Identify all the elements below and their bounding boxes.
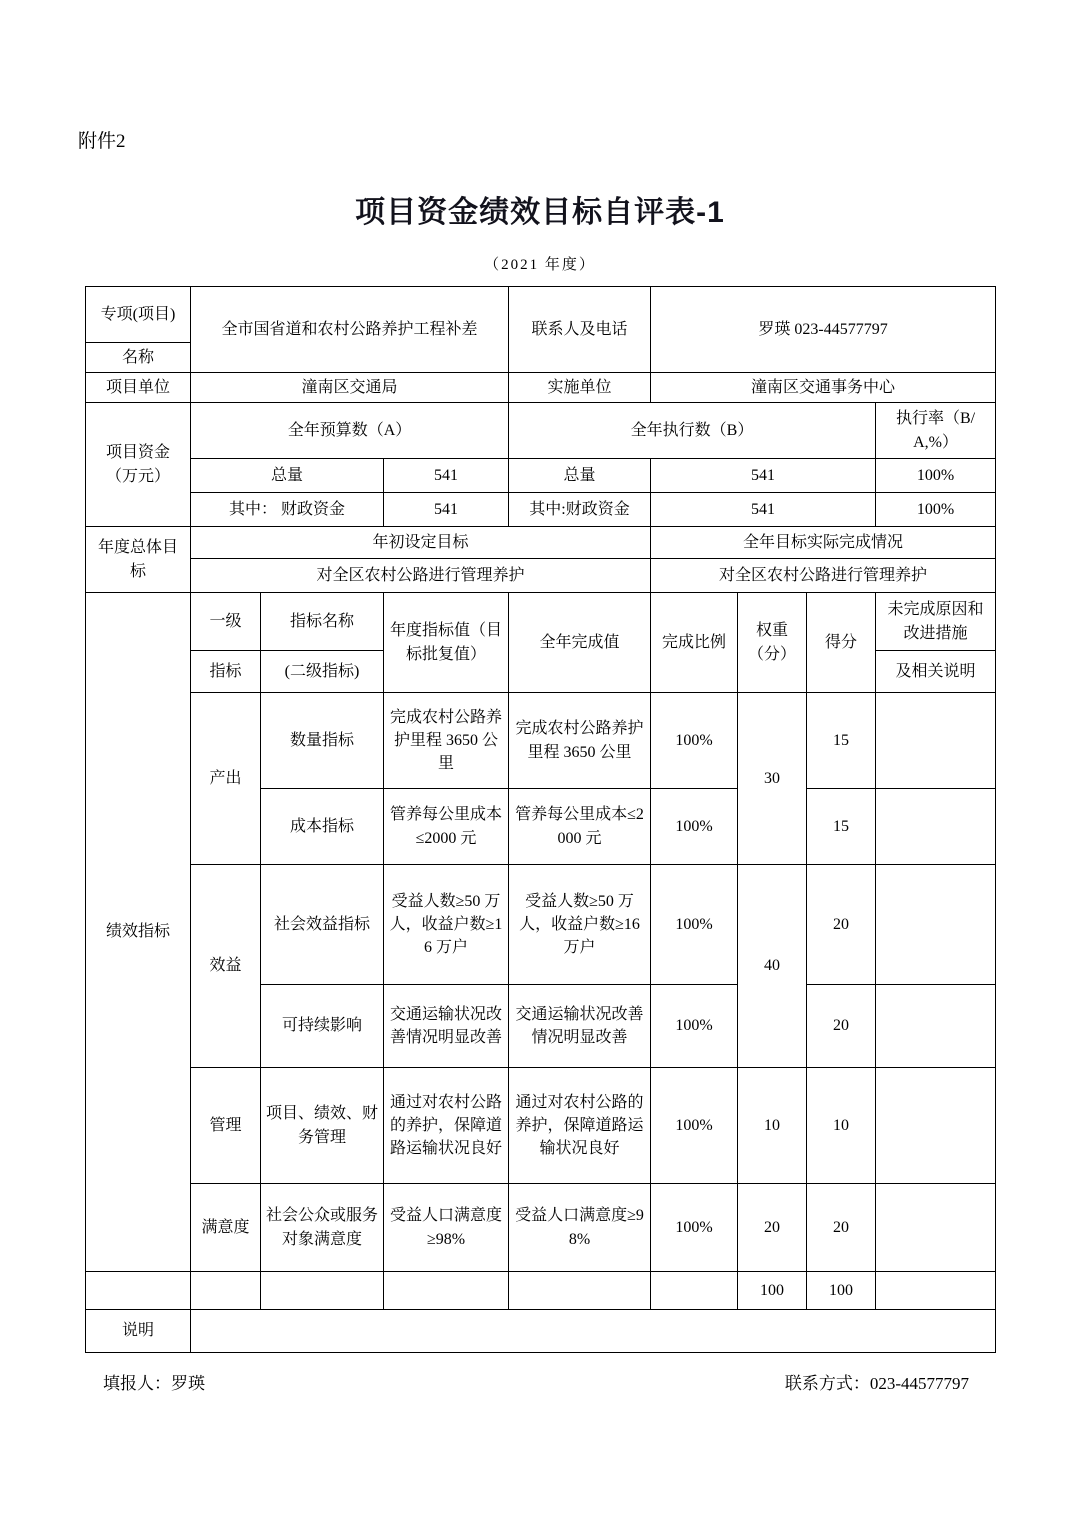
indicators-section-cell: 绩效指标 bbox=[86, 593, 191, 1272]
header-ratio-cell: 完成比例 bbox=[651, 593, 738, 693]
indicator-completed-cell: 管养每公里成本≤2000 元 bbox=[509, 789, 651, 865]
indicator-target-cell: 管养每公里成本≤2000 元 bbox=[384, 789, 509, 865]
indicator-score-cell: 10 bbox=[807, 1068, 876, 1184]
indicator-name-cell: 数量指标 bbox=[261, 693, 384, 789]
indicator-ratio-cell: 100% bbox=[651, 865, 738, 985]
header-target-cell: 年度指标值（目标批复值） bbox=[384, 593, 509, 693]
indicator-weight-cell: 20 bbox=[738, 1184, 807, 1272]
indicator-completed-cell: 通过对农村公路的养护，保障道路运输状况良好 bbox=[509, 1068, 651, 1184]
project-label2-cell: 名称 bbox=[86, 343, 191, 373]
empty-cell bbox=[261, 1272, 384, 1310]
funds-fiscal-label-a-cell: 其中： 财政资金 bbox=[191, 493, 384, 527]
footer-filler: 填报人：罗瑛 bbox=[103, 1374, 205, 1393]
impl-label-cell: 实施单位 bbox=[509, 373, 651, 403]
indicator-remark-cell bbox=[876, 1068, 996, 1184]
indicator-target-cell: 受益人口满意度≥98% bbox=[384, 1184, 509, 1272]
indicator-ratio-cell: 100% bbox=[651, 789, 738, 865]
funds-total-label-a-cell: 总量 bbox=[191, 459, 384, 493]
page-title: 项目资金绩效目标自评表-1 bbox=[355, 196, 725, 229]
indicator-completed-cell: 交通运输状况改善情况明显改善 bbox=[509, 985, 651, 1068]
funds-fiscal-exec-cell: 541 bbox=[651, 493, 876, 527]
header-level-line2-cell: 指标 bbox=[191, 651, 261, 693]
header-remark-line1-cell: 未完成原因和改进措施 bbox=[876, 593, 996, 651]
indicator-target-cell: 交通运输状况改善情况明显改善 bbox=[384, 985, 509, 1068]
total-score-cell: 100 bbox=[807, 1272, 876, 1310]
header-score-cell: 得分 bbox=[807, 593, 876, 693]
funds-exec-header-cell: 全年执行数（B） bbox=[509, 403, 876, 459]
funds-total-budget-cell: 541 bbox=[384, 459, 509, 493]
indicator-remark-cell bbox=[876, 789, 996, 865]
funds-fiscal-rate-cell: 100% bbox=[876, 493, 996, 527]
funds-fiscal-label-b-cell: 其中:财政资金 bbox=[509, 493, 651, 527]
indicator-name-cell: 社会效益指标 bbox=[261, 865, 384, 985]
funds-fiscal-budget-cell: 541 bbox=[384, 493, 509, 527]
indicator-weight-cell: 10 bbox=[738, 1068, 807, 1184]
header-name-line2-cell: (二级指标) bbox=[261, 651, 384, 693]
goal-label-cell: 年度总体目标 bbox=[86, 527, 191, 593]
category-satisfaction-cell: 满意度 bbox=[191, 1184, 261, 1272]
header-level-line1-cell: 一级 bbox=[191, 593, 261, 651]
indicator-remark-cell bbox=[876, 693, 996, 789]
header-completed-cell: 全年完成值 bbox=[509, 593, 651, 693]
empty-cell bbox=[876, 1272, 996, 1310]
footer bbox=[85, 1369, 995, 1394]
empty-cell bbox=[509, 1272, 651, 1310]
funds-budget-header-cell: 全年预算数（A） bbox=[191, 403, 509, 459]
indicator-completed-cell: 完成农村公路养护里程 3650 公里 bbox=[509, 693, 651, 789]
indicator-ratio-cell: 100% bbox=[651, 985, 738, 1068]
empty-cell bbox=[191, 1272, 261, 1310]
indicator-score-cell: 20 bbox=[807, 985, 876, 1068]
indicator-remark-cell bbox=[876, 865, 996, 985]
indicator-score-cell: 20 bbox=[807, 1184, 876, 1272]
goal-initial-header-cell: 年初设定目标 bbox=[191, 527, 651, 559]
attachment-label: 附件2 bbox=[78, 131, 126, 152]
indicator-completed-cell: 受益人口满意度≥98% bbox=[509, 1184, 651, 1272]
header-name-line1-cell: 指标名称 bbox=[261, 593, 384, 651]
indicator-score-cell: 15 bbox=[807, 693, 876, 789]
empty-cell bbox=[651, 1272, 738, 1310]
indicator-name-cell: 社会公众或服务对象满意度 bbox=[261, 1184, 384, 1272]
indicator-target-cell: 完成农村公路养护里程 3650 公里 bbox=[384, 693, 509, 789]
indicator-target-cell: 受益人数≥50 万人，收益户数≥16 万户 bbox=[384, 865, 509, 985]
project-label-cell: 专项(项目) bbox=[86, 287, 191, 343]
project-name-cell: 全市国省道和农村公路养护工程补差 bbox=[191, 287, 509, 373]
category-management-cell: 管理 bbox=[191, 1068, 261, 1184]
goal-actual-header-cell: 全年目标实际完成情况 bbox=[651, 527, 996, 559]
funds-rate-header-cell: 执行率（B/A,%） bbox=[876, 403, 996, 459]
indicator-remark-cell bbox=[876, 985, 996, 1068]
header-weight-cell: 权重（分） bbox=[738, 593, 807, 693]
indicator-name-cell: 成本指标 bbox=[261, 789, 384, 865]
funds-total-label-b-cell: 总量 bbox=[509, 459, 651, 493]
footer-contact: 联系方式：023-44577797 bbox=[784, 1374, 969, 1393]
goal-actual-value-cell: 对全区农村公路进行管理养护 bbox=[651, 559, 996, 593]
category-output-cell: 产出 bbox=[191, 693, 261, 865]
indicator-name-cell: 项目、绩效、财务管理 bbox=[261, 1068, 384, 1184]
total-weight-cell: 100 bbox=[738, 1272, 807, 1310]
unit-value-cell: 潼南区交通局 bbox=[191, 373, 509, 403]
page-subtitle: （2021 年度） bbox=[484, 257, 596, 273]
note-label-cell: 说明 bbox=[86, 1310, 191, 1353]
indicator-name-cell: 可持续影响 bbox=[261, 985, 384, 1068]
funds-label-cell: 项目资金（万元） bbox=[86, 403, 191, 527]
indicator-weight-cell: 30 bbox=[738, 693, 807, 865]
impl-value-cell: 潼南区交通事务中心 bbox=[651, 373, 996, 403]
goal-initial-value-cell: 对全区农村公路进行管理养护 bbox=[191, 559, 651, 593]
indicator-ratio-cell: 100% bbox=[651, 1068, 738, 1184]
unit-label-cell: 项目单位 bbox=[86, 373, 191, 403]
funds-total-exec-cell: 541 bbox=[651, 459, 876, 493]
indicator-weight-cell: 40 bbox=[738, 865, 807, 1068]
indicator-target-cell: 通过对农村公路的养护，保障道路运输状况良好 bbox=[384, 1068, 509, 1184]
note-value-cell bbox=[191, 1310, 996, 1353]
contact-value-cell: 罗瑛 023-44577797 bbox=[651, 287, 996, 373]
indicator-score-cell: 20 bbox=[807, 865, 876, 985]
indicator-completed-cell: 受益人数≥50 万人，收益户数≥16 万户 bbox=[509, 865, 651, 985]
evaluation-table bbox=[85, 286, 996, 1353]
contact-label-cell: 联系人及电话 bbox=[509, 287, 651, 373]
empty-cell bbox=[384, 1272, 509, 1310]
indicator-remark-cell bbox=[876, 1184, 996, 1272]
category-benefit-cell: 效益 bbox=[191, 865, 261, 1068]
empty-cell bbox=[86, 1272, 191, 1310]
header-remark-line2-cell: 及相关说明 bbox=[876, 651, 996, 693]
indicator-ratio-cell: 100% bbox=[651, 693, 738, 789]
indicator-ratio-cell: 100% bbox=[651, 1184, 738, 1272]
indicator-score-cell: 15 bbox=[807, 789, 876, 865]
funds-total-rate-cell: 100% bbox=[876, 459, 996, 493]
